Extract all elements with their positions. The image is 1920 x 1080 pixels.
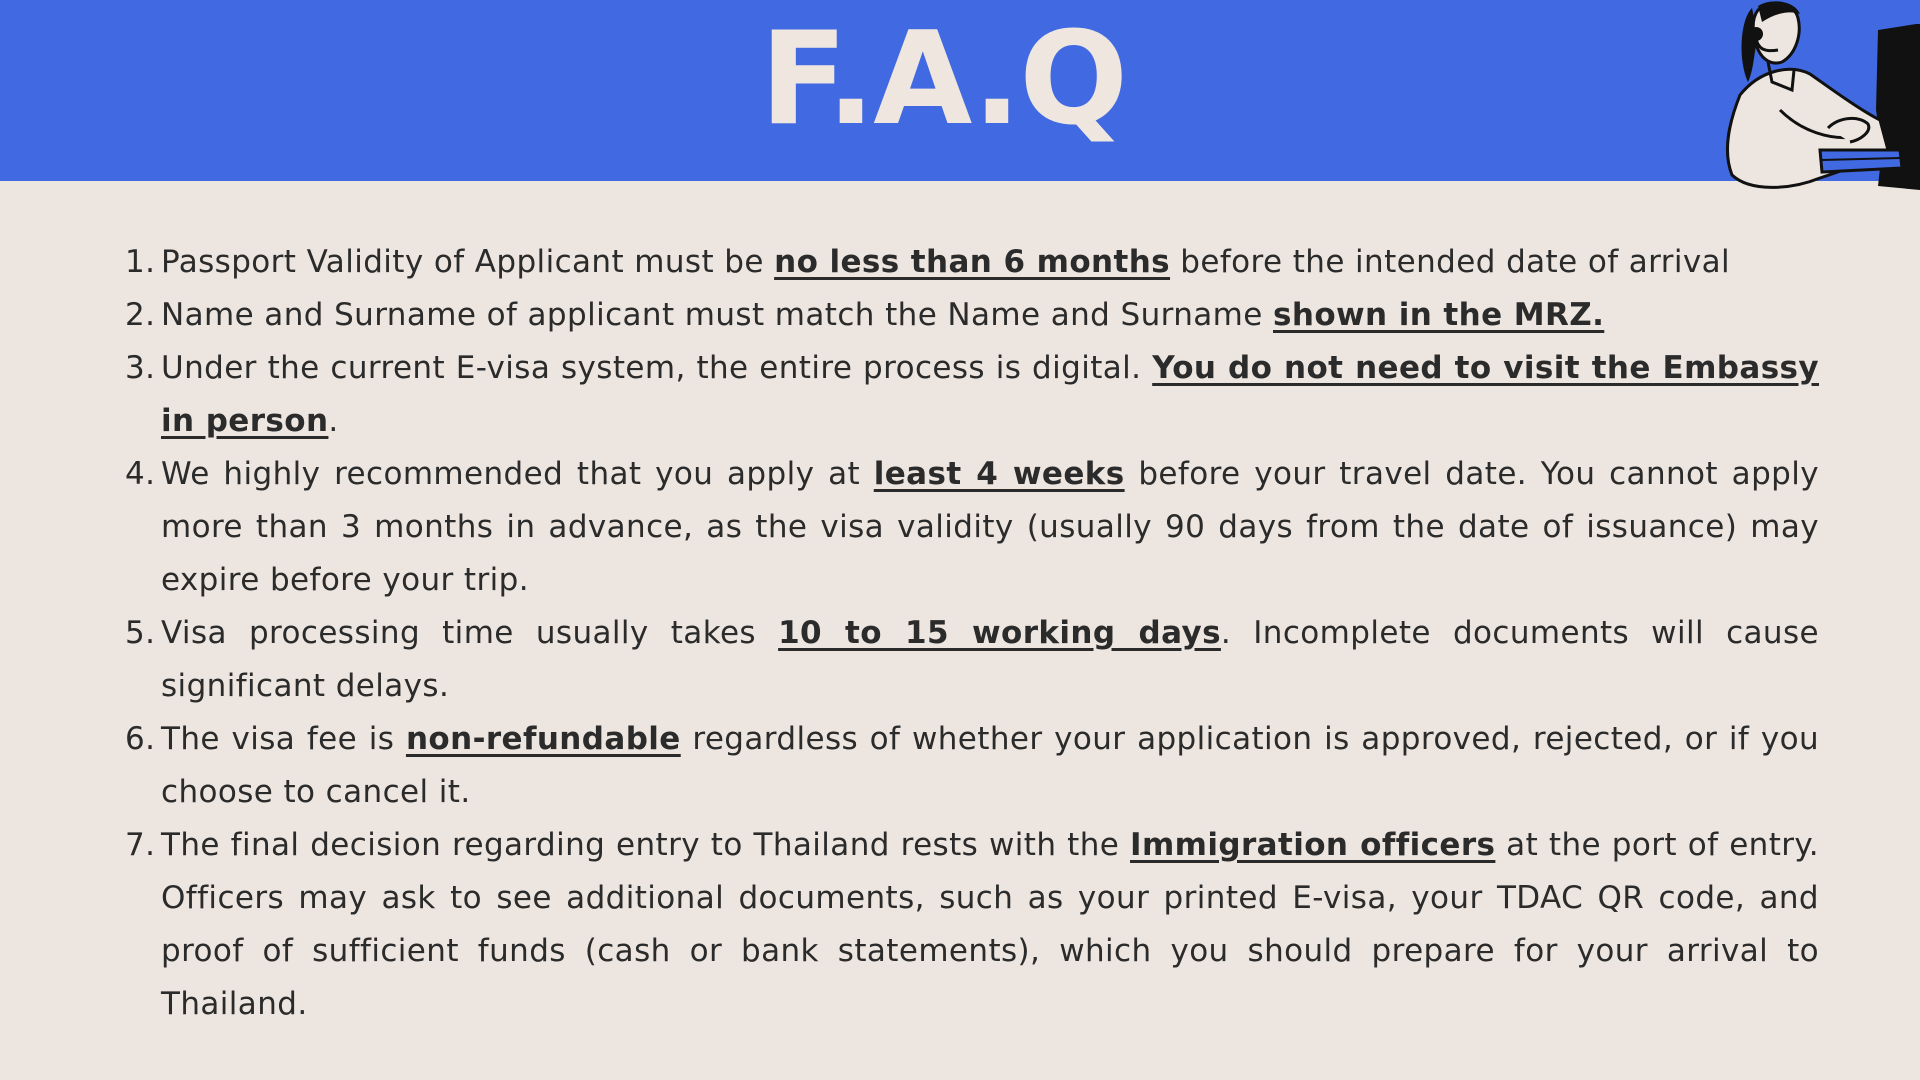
faq-item-5 <box>125 607 1819 713</box>
faq-item-7 <box>125 819 1819 1031</box>
customer-support-agent-icon <box>1710 0 1920 190</box>
faq-item-text: Name and Surname of applicant must match the Name and Surname <box>161 297 1273 333</box>
faq-item-number: 4. <box>125 456 156 492</box>
faq-item-highlight: shown in the MRZ. <box>1273 297 1605 333</box>
faq-item-highlight: no less than 6 months <box>774 244 1171 280</box>
faq-item-text: We highly recommended that you apply at <box>161 456 874 492</box>
faq-item-highlight: Immigration officers <box>1130 827 1496 863</box>
faq-item-text: Passport Validity of Applicant must be <box>161 244 775 280</box>
faq-item-number: 2. <box>125 297 156 333</box>
faq-item-1 <box>125 236 1819 289</box>
faq-item-highlight: You do not need to visit the Embassy in person <box>161 350 1819 439</box>
faq-item-text: before your travel date. You cannot apply more than 3 months in advance, as the visa validity (usually 90 days from the date of issuance) may expire before your trip. <box>161 456 1819 598</box>
faq-item-2 <box>125 289 1819 342</box>
faq-item-number: 7. <box>125 827 156 863</box>
faq-item-text: Visa processing time usually takes <box>161 615 779 651</box>
faq-item-number: 5. <box>125 615 156 651</box>
faq-item-highlight: least 4 weeks <box>873 456 1125 492</box>
faq-item-text: before the intended date of arrival <box>1170 244 1731 280</box>
faq-item-3 <box>125 342 1819 448</box>
faq-item-text: . <box>328 403 339 439</box>
faq-item-text: at the port of entry. Officers may ask to see additional documents, such as your printed E-visa, your TDAC QR code, and proof of sufficient funds (cash or bank statements), which you should prepare for your arrival to Thailand. <box>161 827 1819 1022</box>
faq-item-text: regardless of whether your application is approved, rejected, or if you choose to cancel it. <box>161 721 1819 810</box>
faq-item-text: The final decision regarding entry to Thailand rests with the <box>161 827 1131 863</box>
faq-item-number: 3. <box>125 350 156 386</box>
faq-item-6 <box>125 713 1819 819</box>
faq-item-4 <box>125 448 1819 607</box>
faq-list <box>125 236 1819 1031</box>
faq-item-number: 6. <box>125 721 156 757</box>
faq-item-number: 1. <box>125 244 156 280</box>
faq-item-highlight: 10 to 15 working days <box>778 615 1221 651</box>
faq-item-highlight: non-refundable <box>405 721 681 757</box>
faq-item-text: . Incomplete documents will cause significant delays. <box>161 615 1819 704</box>
faq-item-text: The visa fee is <box>161 721 406 757</box>
page-title: F.A.Q <box>759 5 1127 154</box>
faq-item-text: Under the current E-visa system, the entire process is digital. <box>161 350 1153 386</box>
